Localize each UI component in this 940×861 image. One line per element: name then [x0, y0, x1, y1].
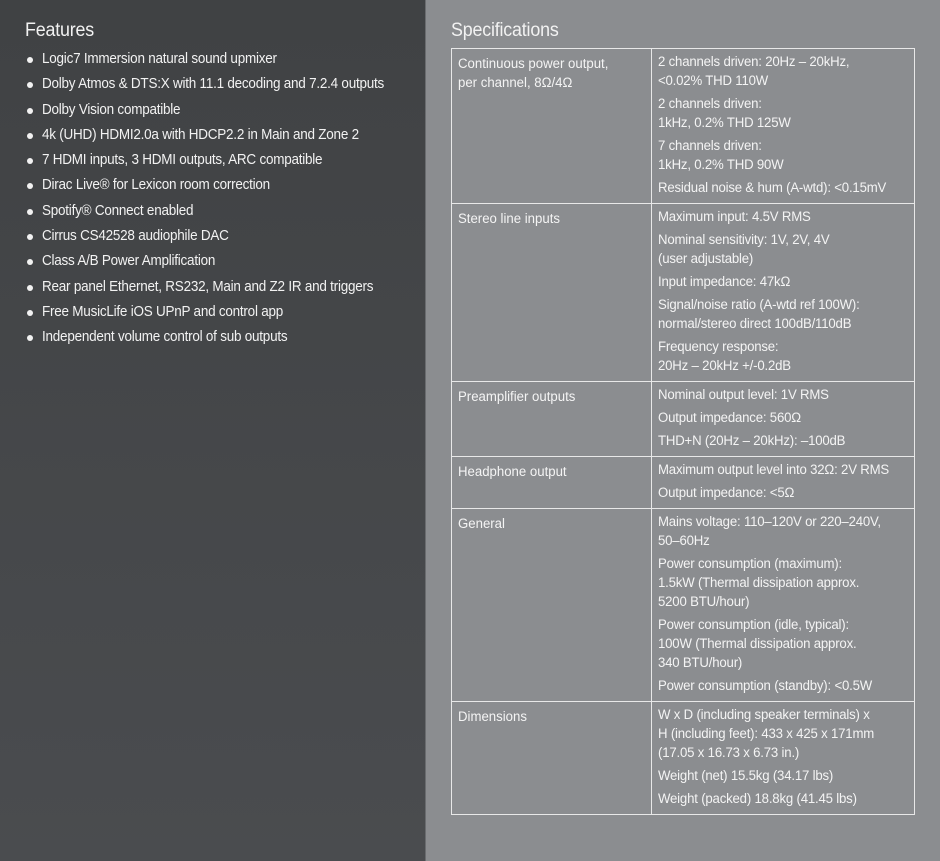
spec-value-line: H (including feet): 433 x 425 x 171mm — [658, 726, 875, 742]
feature-text: 4k (UHD) HDMI2.0a with HDCP2.2 in Main and Zone 2 — [42, 126, 359, 143]
features-heading: Features — [25, 20, 94, 41]
feature-item — [25, 249, 415, 274]
spec-value — [658, 137, 908, 175]
bullet-icon — [27, 133, 33, 139]
spec-value-line: 7 channels driven: — [658, 138, 762, 154]
spec-value-line: W x D (including speaker terminals) x — [658, 707, 870, 723]
spec-value — [658, 461, 908, 480]
spec-value-line: 340 BTU/hour) — [658, 655, 743, 671]
spec-category — [452, 49, 652, 204]
spec-value-line: Power consumption (maximum): — [658, 556, 843, 572]
spec-value — [658, 296, 908, 334]
feature-text: 7 HDMI inputs, 3 HDMI outputs, ARC compatible — [42, 152, 323, 169]
spec-value — [658, 338, 908, 376]
spec-value-line: 2 channels driven: — [658, 96, 762, 112]
feature-text: Dolby Atmos & DTS:X with 11.1 decoding and 7.2.4 outputs — [42, 76, 385, 93]
spec-value-line: Mains voltage: 110–120V or 220–240V, — [658, 514, 882, 530]
spec-value — [658, 432, 908, 451]
spec-values — [652, 509, 915, 702]
spec-value — [658, 53, 908, 91]
spec-category-line: Dimensions — [458, 709, 527, 725]
spec-value — [658, 273, 908, 292]
feature-text: Cirrus CS42528 audiophile DAC — [42, 228, 229, 245]
feature-item — [25, 148, 415, 173]
spec-values — [652, 382, 915, 457]
spec-value-line: Input impedance: 47kΩ — [658, 274, 791, 290]
feature-text: Logic7 Immersion natural sound upmixer — [42, 51, 277, 67]
bullet-icon — [27, 310, 33, 316]
spec-value — [658, 208, 908, 227]
spec-category — [452, 204, 652, 382]
spec-value-line: Nominal sensitivity: 1V, 2V, 4V — [658, 232, 830, 248]
feature-text: Rear panel Ethernet, RS232, Main and Z2 IR and triggers — [42, 278, 374, 295]
spec-category — [452, 457, 652, 509]
spec-value — [658, 484, 908, 503]
spec-value — [658, 555, 908, 612]
spec-value-line: 1.5kW (Thermal dissipation approx. — [658, 575, 860, 591]
spec-value-line: 50–60Hz — [658, 533, 710, 549]
spec-value-line: Power consumption (idle, typical): — [658, 617, 850, 633]
spec-values — [652, 457, 915, 509]
feature-item — [25, 300, 415, 325]
spec-value-line: Frequency response: — [658, 339, 779, 355]
spec-value — [658, 767, 908, 786]
feature-item — [25, 199, 415, 224]
spec-value-line: <0.02% THD 110W — [658, 73, 769, 89]
spec-value-line: Output impedance: 560Ω — [658, 410, 802, 426]
spec-value-line: 20Hz – 20kHz +/-0.2dB — [658, 358, 792, 374]
bullet-icon — [27, 108, 33, 114]
spec-values — [652, 49, 915, 204]
feature-text: Spotify® Connect enabled — [42, 202, 194, 219]
spec-value-line: Signal/noise ratio (A-wtd ref 100W): — [658, 297, 860, 313]
spec-category — [452, 509, 652, 702]
feature-item — [25, 47, 415, 72]
spec-category — [452, 702, 652, 815]
spec-value-line: (user adjustable) — [658, 251, 754, 267]
spec-value-line: Residual noise & hum (A-wtd): <0.15mV — [658, 180, 887, 196]
spec-value-line: 1kHz, 0.2% THD 125W — [658, 115, 791, 131]
spec-row — [452, 509, 915, 702]
feature-text: Class A/B Power Amplification — [42, 253, 216, 270]
feature-item — [25, 98, 415, 123]
spec-value — [658, 179, 908, 198]
feature-item — [25, 123, 415, 148]
bullet-icon — [27, 209, 33, 215]
spec-value-line: Output impedance: <5Ω — [658, 485, 795, 501]
specifications-heading: Specifications — [451, 20, 559, 41]
spec-value — [658, 677, 908, 696]
bullet-icon — [27, 82, 33, 88]
spec-row — [452, 204, 915, 382]
bullet-icon — [27, 158, 33, 164]
spec-value — [658, 386, 908, 405]
feature-text: Dirac Live® for Lexicon room correction — [42, 177, 270, 194]
spec-value-line: Power consumption (standby): <0.5W — [658, 678, 873, 694]
spec-category — [452, 382, 652, 457]
spec-value — [658, 706, 908, 763]
bullet-icon — [27, 57, 33, 63]
spec-value-line: Maximum output level into 32Ω: 2V RMS — [658, 462, 890, 478]
spec-value-line: Nominal output level: 1V RMS — [658, 387, 830, 403]
spec-category-line: General — [458, 516, 505, 532]
feature-item — [25, 325, 415, 350]
bullet-icon — [27, 335, 33, 341]
feature-item — [25, 72, 415, 97]
spec-value-line: 100W (Thermal dissipation approx. — [658, 636, 857, 652]
feature-text: Dolby Vision compatible — [42, 101, 181, 118]
bullet-icon — [27, 234, 33, 240]
feature-text: Free MusicLife iOS UPnP and control app — [42, 303, 284, 320]
feature-item — [25, 173, 415, 198]
spec-value-line: normal/stereo direct 100dB/110dB — [658, 316, 852, 332]
spec-value-line: Weight (net) 15.5kg (34.17 lbs) — [658, 768, 834, 784]
spec-values — [652, 702, 915, 815]
feature-item — [25, 224, 415, 249]
bullet-icon — [27, 183, 33, 189]
spec-values — [652, 204, 915, 382]
features-list — [25, 47, 415, 351]
spec-value — [658, 231, 908, 269]
spec-category-line: Continuous power output, — [458, 56, 609, 72]
spec-category-line: Preamplifier outputs — [458, 389, 576, 405]
spec-value-line: 5200 BTU/hour) — [658, 594, 750, 610]
spec-row — [452, 49, 915, 204]
spec-value-line: Maximum input: 4.5V RMS — [658, 209, 811, 225]
spec-category-line: Stereo line inputs — [458, 211, 560, 227]
spec-value — [658, 616, 908, 673]
spec-row — [452, 702, 915, 815]
feature-text: Independent volume control of sub outputs — [42, 329, 288, 346]
specifications-table — [451, 48, 915, 815]
spec-value-line: Weight (packed) 18.8kg (41.45 lbs) — [658, 791, 858, 807]
spec-value — [658, 513, 908, 551]
spec-value — [658, 95, 908, 133]
feature-item — [25, 275, 415, 300]
spec-value-line: 2 channels driven: 20Hz – 20kHz, — [658, 54, 850, 70]
spec-value — [658, 409, 908, 428]
spec-value-line: THD+N (20Hz – 20kHz): –100dB — [658, 433, 846, 449]
spec-row — [452, 457, 915, 509]
bullet-icon — [27, 259, 33, 265]
bullet-icon — [27, 285, 33, 291]
spec-value — [658, 790, 908, 809]
spec-row — [452, 382, 915, 457]
spec-value-line: (17.05 x 16.73 x 6.73 in.) — [658, 745, 800, 761]
spec-value-line: 1kHz, 0.2% THD 90W — [658, 157, 784, 173]
spec-category-line: per channel, 8Ω/4Ω — [458, 75, 573, 91]
spec-category-line: Headphone output — [458, 464, 567, 480]
